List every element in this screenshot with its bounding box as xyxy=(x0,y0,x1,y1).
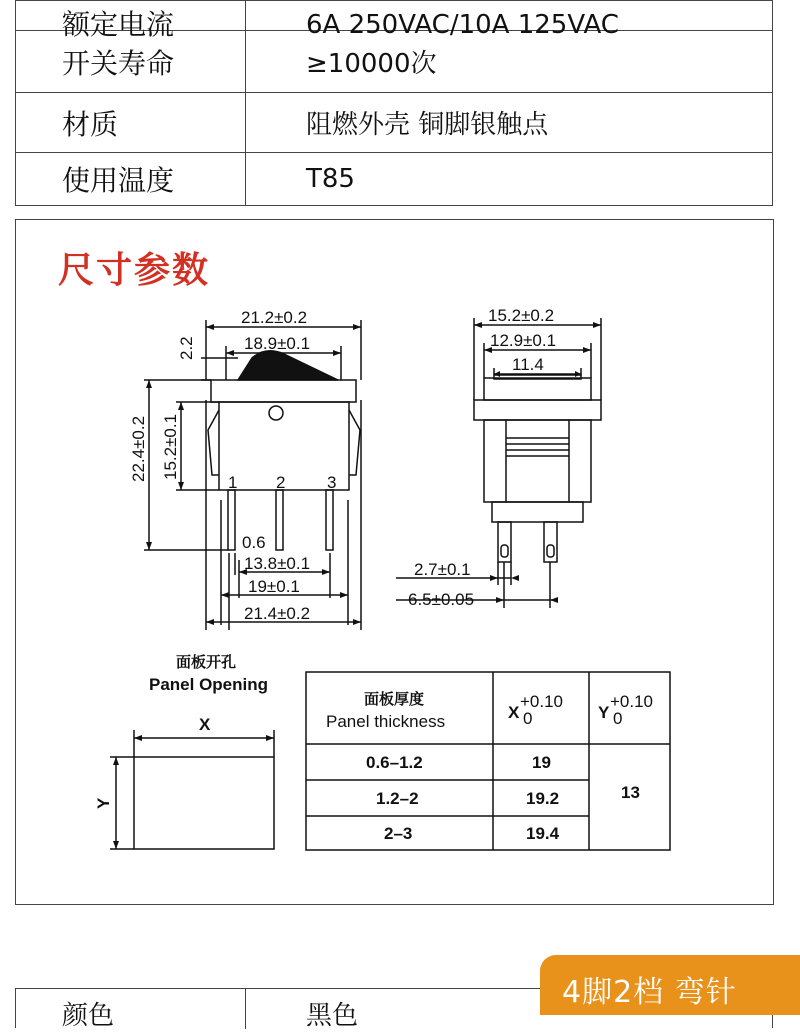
panel-opening-title-en: Panel Opening xyxy=(149,675,269,694)
left-clip xyxy=(208,410,219,475)
side-body xyxy=(484,420,591,502)
x-tol-plus: +0.10 xyxy=(520,692,564,711)
spec-table xyxy=(15,0,773,206)
dim-side-top-width: 15.2±0.2 xyxy=(488,306,555,325)
side-flange xyxy=(474,400,601,420)
dim-side-inner-width: 11.4 xyxy=(512,355,544,374)
dim-pin-pitch: 13.8±0.1 xyxy=(244,554,311,573)
dim-rocker-height: 2.2 xyxy=(177,336,196,360)
opening-x-label: X xyxy=(199,715,211,734)
panel-opening-figure xyxy=(110,730,274,849)
spec-value: 6A 250VAC/10A 125VAC xyxy=(246,1,773,31)
front-frame xyxy=(211,380,356,402)
side-frame xyxy=(484,378,591,400)
side-top xyxy=(494,375,581,379)
opening-rect xyxy=(134,757,274,849)
pin-number: 3 xyxy=(327,473,337,492)
dim-side-pin-width: 2.7±0.1 xyxy=(414,560,471,579)
spec-value: T85 xyxy=(246,153,773,206)
spec-key: 使用温度 xyxy=(16,153,246,206)
spec-value: ≥10000次 xyxy=(246,31,773,93)
rocker xyxy=(238,351,338,380)
pin xyxy=(276,490,283,550)
panel-title: 尺寸参数 xyxy=(58,250,211,291)
y-header: Y xyxy=(598,703,610,722)
spec-key: 额定电流 xyxy=(16,1,246,31)
dim-front-top-width: 21.2±0.2 xyxy=(241,308,308,327)
thickness-cell: 2–3 xyxy=(384,824,413,843)
dimension-drawing xyxy=(16,220,775,906)
variant-badge: 4脚2档 弯针 xyxy=(540,955,800,1015)
dim-overall-width: 21.4±0.2 xyxy=(244,604,311,623)
screw xyxy=(269,406,283,420)
dim-body-height: 15.2±0.1 xyxy=(161,413,180,480)
dimension-panel xyxy=(15,219,774,905)
spec-row xyxy=(16,153,773,206)
dim-total-height: 22.4±0.2 xyxy=(129,415,148,482)
dim-side-pin-pitch: 6.5±0.05 xyxy=(408,590,475,609)
x-cell: 19.4 xyxy=(526,824,560,843)
panel-opening-title-cn: 面板开孔 xyxy=(176,653,237,671)
thickness-cell: 1.2–2 xyxy=(376,789,419,808)
pin-number: 2 xyxy=(276,473,286,492)
cell-divider xyxy=(245,989,246,1029)
x-header: X xyxy=(508,703,520,722)
side-pin xyxy=(544,522,557,562)
opening-y-label: Y xyxy=(94,797,113,809)
thickness-header-en: Panel thickness xyxy=(326,712,446,731)
pin xyxy=(228,490,235,550)
thickness-cell: 0.6–1.2 xyxy=(366,753,423,772)
pin xyxy=(326,490,333,550)
x-cell: 19 xyxy=(532,753,551,772)
dim-rocker-width: 18.9±0.1 xyxy=(244,334,311,353)
side-pin xyxy=(498,522,511,562)
x-cell: 19.2 xyxy=(526,789,560,808)
color-key: 颜色 xyxy=(62,1001,115,1031)
dim-pin-width: 0.6 xyxy=(242,533,266,552)
y-tol-plus: +0.10 xyxy=(610,692,654,711)
spec-key: 开关寿命 xyxy=(16,31,246,93)
spec-row xyxy=(16,93,773,153)
spec-value: 阻燃外壳 铜脚银触点 xyxy=(246,93,773,153)
y-tol-zero: 0 xyxy=(613,709,623,728)
spec-row xyxy=(16,1,773,31)
pin-number: 1 xyxy=(228,473,238,492)
color-value: 黑色 xyxy=(306,1001,359,1031)
thickness-header-cn: 面板厚度 xyxy=(364,690,425,708)
spec-key: 材质 xyxy=(16,93,246,153)
dim-base-width: 19±0.1 xyxy=(248,577,300,596)
side-base xyxy=(492,502,583,522)
right-clip xyxy=(349,410,360,475)
y-cell: 13 xyxy=(621,783,640,802)
dim-side-mid-width: 12.9±0.1 xyxy=(490,331,557,350)
x-tol-zero: 0 xyxy=(523,709,533,728)
